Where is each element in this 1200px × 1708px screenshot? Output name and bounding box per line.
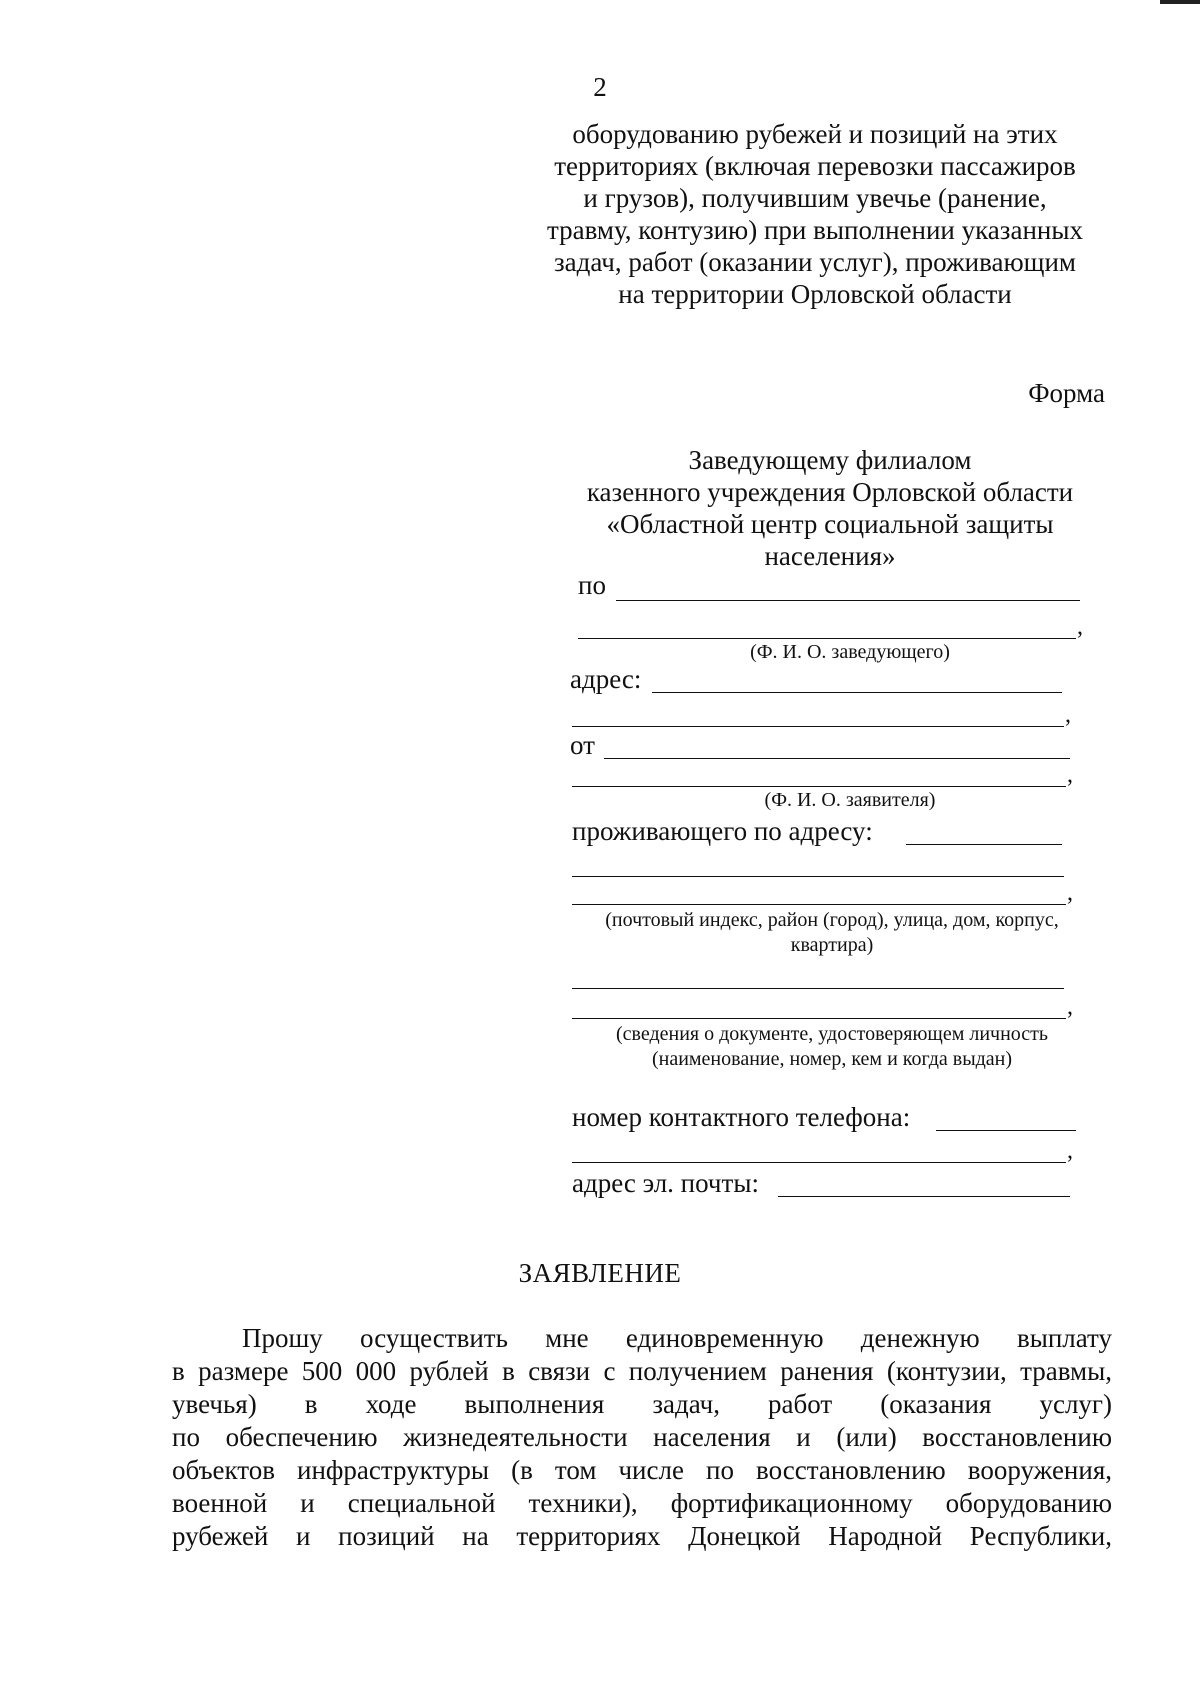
applicant-name-hint: (Ф. И. О. заявителя) (764, 789, 936, 811)
head-position-line[interactable] (616, 600, 1080, 601)
body-line: Прошу осуществить мне единовременную денежную выплату (242, 1323, 1112, 1353)
scan-corner-mark (1160, 0, 1200, 4)
id-document-line-2[interactable] (572, 1018, 1066, 1019)
header-line: на территории Орловской области (618, 279, 1012, 309)
page-number: 2 (593, 72, 607, 102)
residence-line-3[interactable] (572, 904, 1066, 905)
header-line: задач, работ (оказании услуг), проживающим (554, 247, 1076, 277)
comma: , (1067, 762, 1073, 788)
addressee-block (560, 444, 1100, 572)
body-line: по обеспечению жизнедеятельности населения и (или) восстановлению (172, 1422, 1112, 1452)
addressee-line: населения» (764, 541, 896, 571)
email-label: адрес эл. почты: (572, 1168, 759, 1198)
email-line[interactable] (778, 1196, 1070, 1197)
body-line: рубежей и позиций на территориях Донецкой Народной Республики, (172, 1521, 1112, 1551)
form-label: Форма (1028, 378, 1105, 408)
hint-line: (почтовый индекс, район (город), улица, дом, корпус, (605, 909, 1059, 931)
comma: , (1067, 994, 1073, 1020)
header-line: оборудованию рубежей и позиций на этих (572, 119, 1058, 149)
from-label: от (570, 730, 595, 760)
comma: , (1067, 880, 1073, 906)
phone-line-1[interactable] (936, 1130, 1076, 1131)
hint-line: квартира) (790, 934, 874, 956)
comma: , (1067, 1138, 1073, 1164)
body-line: военной и специальной техники), фортификационному оборудованию (172, 1488, 1112, 1518)
id-document-line-1[interactable] (572, 988, 1064, 989)
hint-line: (сведения о документе, удостоверяющем личность (615, 1023, 1049, 1045)
phone-label: номер контактного телефона: (572, 1102, 911, 1132)
id-document-hint (572, 1022, 1092, 1072)
po-label: по (578, 570, 606, 600)
residence-line-2[interactable] (572, 876, 1064, 877)
addressee-line: «Областной центр социальной защиты (606, 509, 1054, 539)
comma: , (1065, 702, 1071, 728)
applicant-name-line-1[interactable] (604, 758, 1070, 759)
addressee-line: Заведующему филиалом (688, 445, 972, 475)
comma: , (1077, 614, 1083, 640)
header-line: и грузов), получившим увечье (ранение, (583, 183, 1047, 213)
residing-label: проживающего по адресу: (572, 816, 873, 846)
header-line: территориях (включая перевозки пассажиров (554, 151, 1076, 181)
head-name-line[interactable] (578, 638, 1076, 639)
address-line-2[interactable] (572, 726, 1064, 727)
address-label: адрес: (570, 664, 642, 694)
header-continuation (520, 118, 1110, 310)
application-body (172, 1322, 1112, 1553)
address-line-1[interactable] (652, 692, 1062, 693)
applicant-name-line-2[interactable] (572, 786, 1066, 787)
phone-line-2[interactable] (572, 1162, 1066, 1163)
body-line: увечья) в ходе выполнения задач, работ (оказания услуг) (172, 1389, 1112, 1419)
body-line: в размере 500 000 рублей в связи с получением ранения (контузии, травмы, (172, 1356, 1112, 1386)
residence-line-1[interactable] (906, 844, 1062, 845)
hint-line: (наименование, номер, кем и когда выдан) (651, 1048, 1013, 1070)
postal-address-hint (572, 908, 1092, 958)
head-name-hint: (Ф. И. О. заведующего) (750, 641, 950, 663)
body-line: объектов инфраструктуры (в том числе по восстановлению вооружения, (172, 1455, 1112, 1485)
header-line: травму, контузию) при выполнении указанных (547, 215, 1083, 245)
addressee-line: казенного учреждения Орловской области (586, 477, 1074, 507)
document-title: ЗАЯВЛЕНИЕ (518, 1258, 682, 1288)
